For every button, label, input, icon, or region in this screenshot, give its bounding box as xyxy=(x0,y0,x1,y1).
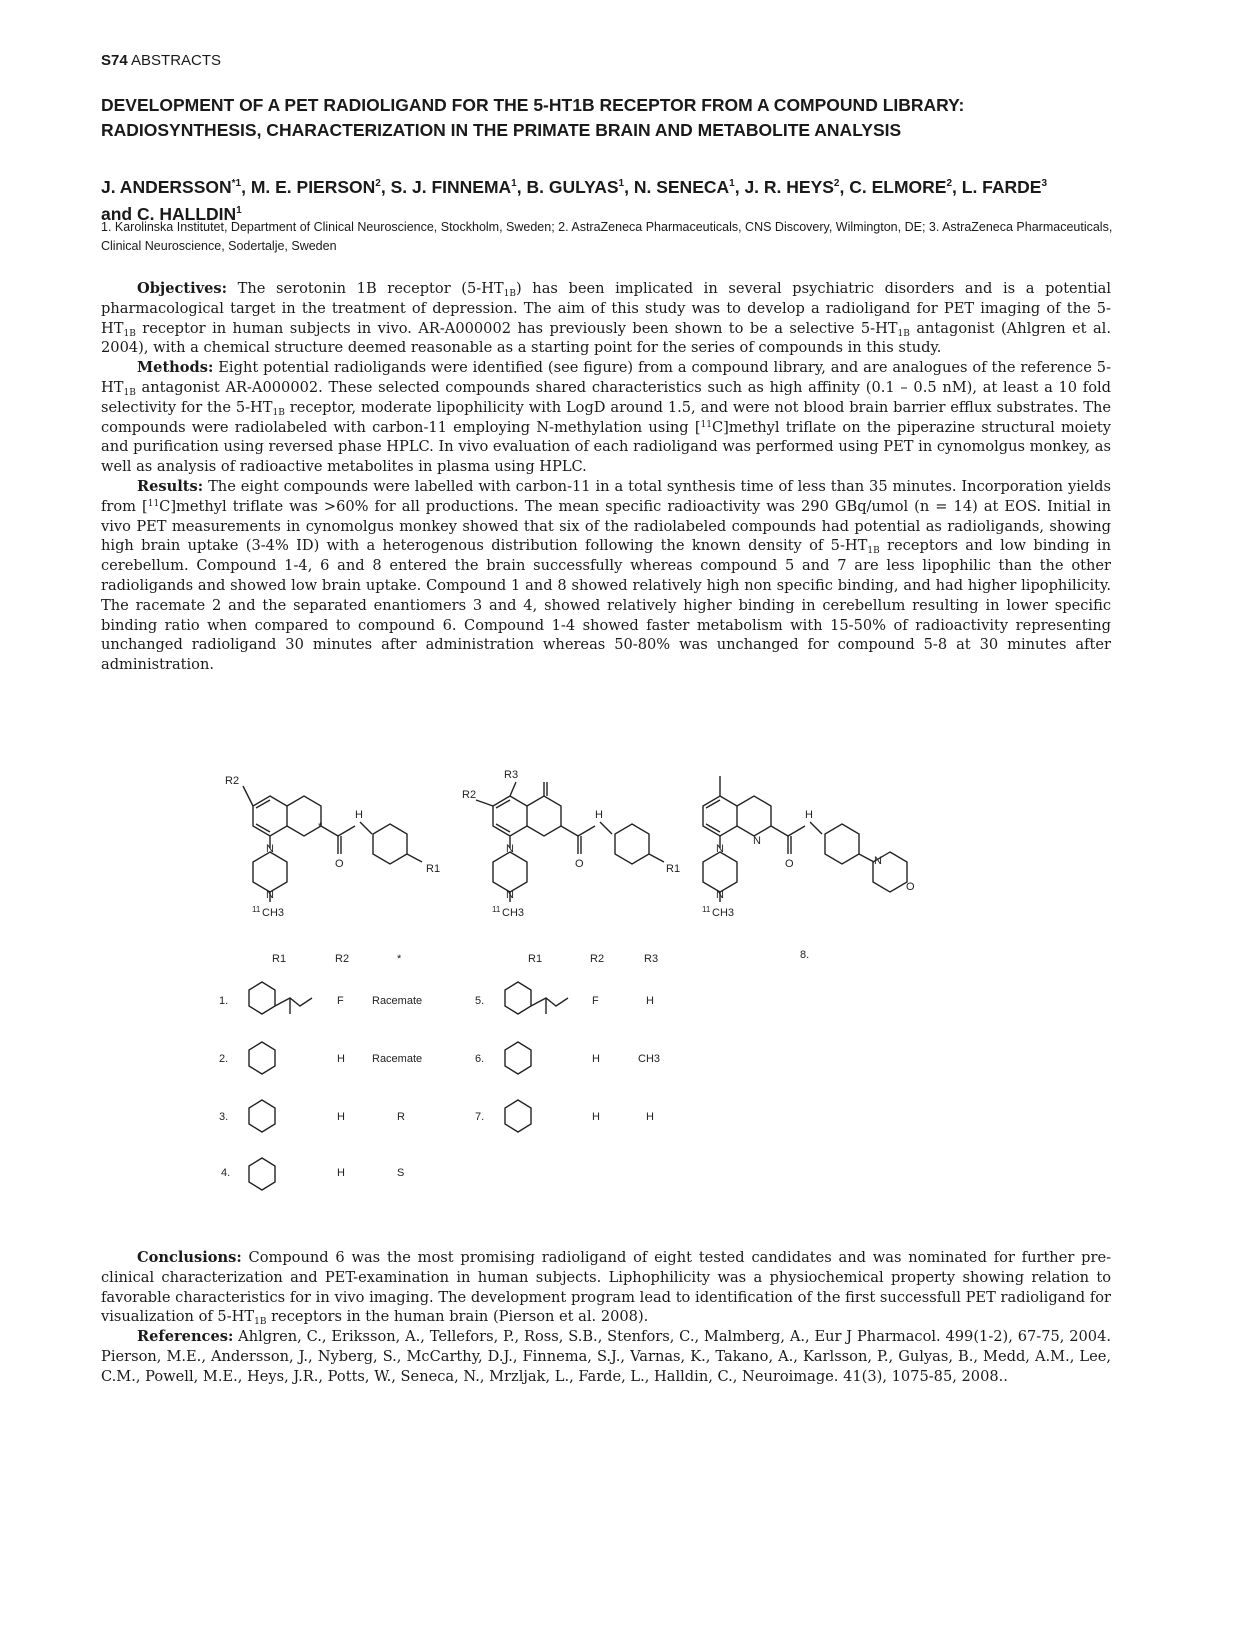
subscript: 1B xyxy=(254,1317,267,1328)
abstract-body-bottom xyxy=(101,1248,1111,1387)
table-b-r3: H xyxy=(646,1111,654,1123)
r1-ring-2 xyxy=(249,1042,275,1074)
piperazine-c xyxy=(703,852,737,892)
table-b-header-r2: R2 xyxy=(590,953,605,965)
label-o-morph-c: O xyxy=(906,881,915,893)
benzene-ring-b xyxy=(493,796,527,836)
author-affil: 1 xyxy=(511,178,517,189)
label-n-quinoline: N xyxy=(753,835,761,847)
abstract-body-top xyxy=(101,279,1111,675)
r2-bond-a xyxy=(243,786,253,806)
compound-structures-svg xyxy=(200,769,1020,1210)
r1-ring-3 xyxy=(249,1100,275,1132)
superscript: 11 xyxy=(700,419,712,430)
methods-label: Methods: xyxy=(137,359,214,377)
subscript: 1B xyxy=(867,546,880,557)
subscript: 1B xyxy=(123,328,136,339)
table-b-r2: H xyxy=(592,1111,600,1123)
table-a-r2: F xyxy=(337,995,344,1007)
methods-text: C]methyl triflate on the piperazine structural moiety and purification using reversed phase HPLC. In vivo evaluation of each radioligand was performed using PET in cynomolgus monkey, as well as analysis of radioactive metabolites in plasma using HPLC. xyxy=(101,418,1111,476)
objectives-text: receptor in human subjects in vivo. AR-A000002 has previously been shown to be a selective 5-HT xyxy=(135,319,898,337)
label-o-c: O xyxy=(785,858,794,870)
results-text: C]methyl triflate was >60% for all productions. The mean specific radioactivity was 290 GBq/umol (n = 14) at EOS. Initial in vivo PET measurements in cynomolgus monkey showed that six of the radiolabeled compounds had potential as radioligands, showing high brain uptake (3-4% ID) with a heterogenous distribution following the known density of 5-HT xyxy=(101,497,1111,555)
phenyl-ring-a xyxy=(373,824,407,864)
label-h-b: H xyxy=(595,809,603,821)
author: C. HALLDIN xyxy=(137,203,237,224)
compound-8-label: 8. xyxy=(800,949,810,961)
table-a-star: R xyxy=(397,1111,405,1123)
table-a-r2: H xyxy=(337,1053,345,1065)
r1-ring-6 xyxy=(505,1042,531,1074)
conclusions-text: receptors in the human brain (Pierson et al. 2008). xyxy=(266,1308,649,1326)
paper-title: DEVELOPMENT OF A PET RADIOLIGAND FOR THE 5-HT1B RECEPTOR FROM A COMPOUND LIBRARY: RADIOSYNTHESIS, CHARACTERIZATION IN THE PRIMATE BRAIN AND METABOLITE ANALYSIS xyxy=(101,95,965,140)
table-a-num: 3. xyxy=(219,1111,229,1123)
label-n-a: N xyxy=(266,843,274,855)
objectives-label: Objectives: xyxy=(137,280,228,297)
conclusions-label: Conclusions: xyxy=(137,1249,242,1266)
label-iso-b: 11 xyxy=(492,905,501,914)
results-text: The eight compounds were labelled with carbon-11 in a total synthesis time of less than 35 minutes. Incorporation yields from [ xyxy=(101,477,1112,515)
phenyl-ring-b xyxy=(615,824,649,864)
author: S. J. FINNEMA xyxy=(390,176,512,197)
compound-figure xyxy=(200,769,1020,1210)
label-r1-a: R1 xyxy=(426,863,441,875)
subscript: 1B xyxy=(503,289,516,299)
methods-text: Eight potential radioligands were identified (see figure) from a compound library, and are analogues of the reference 5-HT xyxy=(101,359,1111,396)
results-label: Results: xyxy=(137,477,204,495)
author: J. R. HEYS xyxy=(744,176,834,197)
objectives-text: antagonist (Ahlgren et al. 2004), with a chemical structure deemed reasonable as a starting point for the series of compounds in this study. xyxy=(101,319,1111,357)
methods-paragraph xyxy=(101,358,1111,477)
benzene-ring-c xyxy=(703,796,737,836)
objectives-paragraph xyxy=(101,279,1111,358)
author: J. ANDERSSON xyxy=(101,176,232,197)
label-h-c: H xyxy=(805,809,813,821)
label-iso-a: 11 xyxy=(252,905,261,914)
table-b-r2: H xyxy=(592,1053,600,1065)
label-ch3-a: CH3 xyxy=(262,907,285,919)
table-b-r2: F xyxy=(592,995,599,1007)
label-n-c: N xyxy=(716,843,724,855)
objectives-text: The serotonin 1B receptor (5-HT xyxy=(237,280,504,297)
conclusions-paragraph xyxy=(101,1248,1111,1327)
label-r1-b: R1 xyxy=(666,863,681,875)
benzene-ring-a xyxy=(253,796,287,836)
subscript: 1B xyxy=(897,328,910,339)
author-affil: 1 xyxy=(618,178,625,189)
section-name: ABSTRACTS xyxy=(131,52,222,69)
label-r2-a: R2 xyxy=(225,775,240,787)
table-a-num: 2. xyxy=(219,1053,229,1065)
label-star-a: * xyxy=(318,821,323,833)
table-a-r2: H xyxy=(337,1111,345,1123)
table-b-num: 5. xyxy=(475,995,485,1007)
author: L. FARDE xyxy=(961,176,1042,197)
table-a-header-star: * xyxy=(397,953,402,965)
label-o-b: O xyxy=(575,858,584,870)
table-b-num: 7. xyxy=(475,1111,485,1123)
results-text: receptors and low binding in cerebellum. Compound 1-4, 6 and 8 entered the brain successfully whereas compound 5 and 7 are less lipophilic than the other radioligands and showed low brain uptake. Compound 1 and 8 showed relatively high non specific binding, and had higher lipophilicity. The racemate 2 and the separated enantiomers 3 and 4, showed relatively higher binding in cerebellum resulting in lower specific binding ratio when compared to compound 6. Compound 1-4 showed faster metabolism with 15-50% of radioactivity representing unchanged radioligand 30 minutes after administration whereas 50-80% was unchanged for compound 5-8 at 30 minutes after administration. xyxy=(101,537,1111,674)
author-affil: 1 xyxy=(729,178,735,189)
author-affil: *1 xyxy=(231,178,242,189)
label-n-c2: N xyxy=(716,889,724,901)
table-a-header-r1: R1 xyxy=(272,953,287,965)
table-a-header-r2: R2 xyxy=(335,953,350,965)
label-n-b2: N xyxy=(506,889,514,901)
table-a-star: S xyxy=(397,1167,405,1179)
table-b-num: 6. xyxy=(475,1053,485,1065)
pyran-ring-a xyxy=(287,796,321,836)
superscript: 11 xyxy=(147,498,160,509)
r1-ring-4 xyxy=(249,1158,275,1190)
table-a-num: 4. xyxy=(221,1167,231,1179)
label-n-morph-c: N xyxy=(874,855,882,867)
r1-ring-5 xyxy=(505,982,531,1014)
label-r3-b: R3 xyxy=(504,769,519,781)
r1-ring-1 xyxy=(249,982,275,1014)
references-text: Ahlgren, C., Eriksson, A., Tellefors, P., Ross, S.B., Stenfors, C., Malmberg, A., Eur J Pharmacol. 499(1-2), 67-75, 2004. Pierson, M.E., Andersson, J., Nyberg, S., McCarthy, D.J., Finnema, S.J., Varnas, K., Takano, A., Karlsson, P., Gulyas, B., Medd, A.M., Lee, C.M., Powell, M.E., Heys, J.R., Potts, W., Seneca, N., Mrzljak, L., Farde, L., Halldin, C., Neuroimage. 41(3), 1075-85, 2008.. xyxy=(101,1328,1111,1385)
author: B. GULYAS xyxy=(526,176,619,197)
references-label: References: xyxy=(137,1328,234,1346)
label-ch3-b: CH3 xyxy=(502,907,525,919)
methods-text: receptor, moderate lipophilicity with LogD around 1.5, and were not blood brain barrier efflux substrates. The compounds were radiolabeled with carbon-11 employing N-methylation using [ xyxy=(101,398,1111,436)
author-affil: 2 xyxy=(833,178,840,189)
author: N. SENECA xyxy=(633,176,730,197)
table-a-r2: H xyxy=(337,1167,345,1179)
table-b-header-r1: R1 xyxy=(528,953,543,965)
author-affil: 2 xyxy=(946,178,953,189)
references-paragraph xyxy=(101,1327,1111,1386)
table-b-header-r3: R3 xyxy=(644,953,659,965)
label-o-a: O xyxy=(335,858,344,870)
subscript: 1B xyxy=(272,407,285,418)
table-b-r3: CH3 xyxy=(638,1053,661,1065)
author-list: J. ANDERSSON$^{*1}$, M. E. PIERSON$^2$, S. J. FINNEMA$^1$, B. GULYAS$^1$, N. SENECA$^1$, J. R. HEYS$^2$, C. ELMORE$^2$, L. FARDE$^3$ and C. HALLDIN$^1$ xyxy=(101,176,1048,224)
label-n-b: N xyxy=(506,843,514,855)
phenyl-ring-c xyxy=(825,824,859,864)
author-affil: 2 xyxy=(375,178,381,189)
page-number: S74 xyxy=(101,52,128,69)
label-h-a: H xyxy=(355,809,363,821)
affiliations: 1. Karolinska Institutet, Department of Clinical Neuroscience, Stockholm, Sweden; 2. AstraZeneca Pharmaceuticals, CNS Discovery, Wilmington, DE; 3. AstraZeneca Pharmaceuticals, Clinical Neuroscience, Sodertalje, Sweden xyxy=(101,220,1113,253)
methods-text: antagonist AR-A000002. These selected compounds shared characteristics such as high affinity (0.1 – 0.5 nM), at least a 10 fold selectivity for the 5-HT xyxy=(101,378,1111,416)
author: C. ELMORE xyxy=(849,176,947,197)
page-header xyxy=(101,52,221,69)
results-paragraph xyxy=(101,477,1111,675)
table-a-star: Racemate xyxy=(372,1053,423,1065)
table-a-num: 1. xyxy=(219,995,229,1007)
subscript: 1B xyxy=(123,387,136,398)
label-n-a2: N xyxy=(266,889,274,901)
table-b-r3: H xyxy=(646,995,654,1007)
objectives-text: ) has been implicated in several psychiatric disorders and is a potential pharmacological target in the treatment of depression. The aim of this study was to develop a radioligand for PET imaging of the 5-HT xyxy=(101,280,1111,337)
author-conjunction: and xyxy=(101,203,133,224)
piperazine-b xyxy=(493,852,527,892)
piperazine-a xyxy=(253,852,287,892)
author: M. E. PIERSON xyxy=(250,176,376,197)
author-affil: 3 xyxy=(1041,178,1048,189)
label-ch3-c: CH3 xyxy=(712,907,735,919)
r1-ring-7 xyxy=(505,1100,531,1132)
table-a-star: Racemate xyxy=(372,995,423,1007)
author-affil: 1 xyxy=(236,204,242,216)
conclusions-text: Compound 6 was the most promising radioligand of eight tested candidates and was nominated for further pre-clinical characterization and PET-examination in human subjects. Liphophilicity was a physiochemical property showing relation to favorable characteristics for in vivo imaging. The development program lead to identification of the first successfull PET radioligand for visualization of 5-HT xyxy=(101,1249,1112,1326)
label-iso-c: 11 xyxy=(702,905,711,914)
label-r2-b: R2 xyxy=(462,789,477,801)
